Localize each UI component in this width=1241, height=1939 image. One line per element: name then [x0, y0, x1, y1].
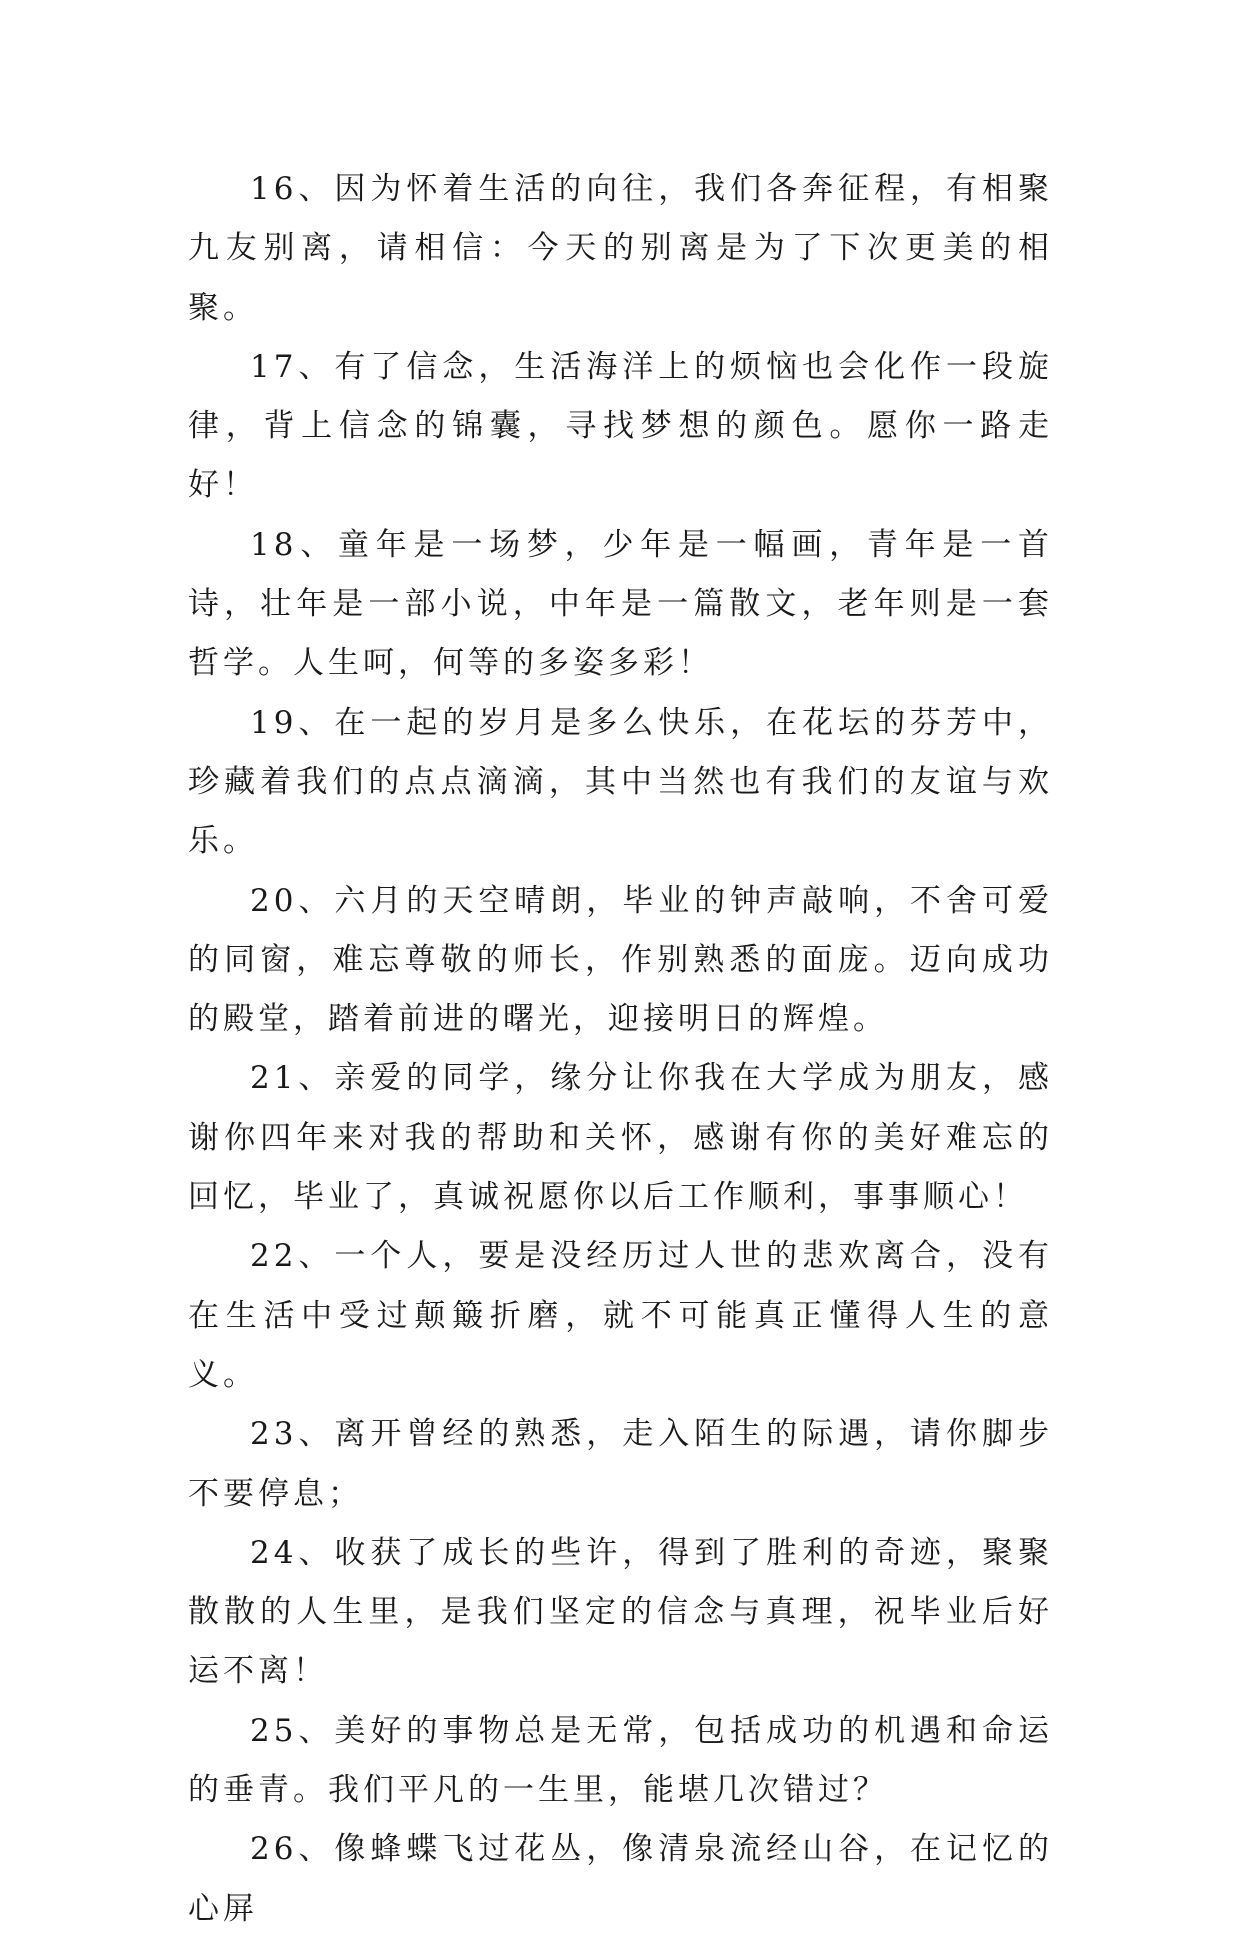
paragraph-23: 23、离开曾经的熟悉，走入陌生的际遇，请你脚步不要停息；: [188, 1416, 1053, 1512]
paragraph-20: 20、六月的天空晴朗，毕业的钟声敲响，不舍可爱的同窗，难忘尊敬的师长，作别熟悉的面庞。迈向成功的殿堂，踏着前进的曙光，迎接明日的辉煌。: [188, 882, 1053, 1038]
paragraph-21: 21、亲爱的同学，缘分让你我在大学成为朋友，感谢你四年来对我的帮助和关怀，感谢有你的美好难忘的回忆，毕业了，真诚祝愿你以后工作顺利，事事顺心！: [188, 1060, 1053, 1216]
paragraph-25: 25、美好的事物总是无常，包括成功的机遇和命运的垂青。我们平凡的一生里，能堪几次错过？: [188, 1712, 1053, 1809]
paragraph-17: 17、有了信念，生活海洋上的烦恼也会化作一段旋律，背上信念的锦囊，寻找梦想的颜色。愿你一路走好！: [188, 348, 1053, 504]
paragraph-16: 16、因为怀着生活的向往，我们各奔征程，有相聚九友别离，请相信：今天的别离是为了下次更美的相聚。: [188, 171, 1053, 326]
paragraph-19: 19、在一起的岁月是多么快乐，在花坛的芬芳中，珍藏着我们的点点滴滴，其中当然也有我们的友谊与欢乐。: [188, 704, 1053, 860]
paragraph-24: 24、收获了成长的些许，得到了胜利的奇迹，聚聚散散的人生里，是我们坚定的信念与真理，祝毕业后好运不离！: [188, 1534, 1053, 1690]
document-body: [188, 160, 1053, 1939]
paragraph-26: 26、像蜂蝶飞过花丛，像清泉流经山谷，在记忆的心屏: [188, 1831, 1053, 1927]
paragraph-22: 22、一个人，要是没经历过人世的悲欢离合，没有在生活中受过颠簸折磨，就不可能真正懂得人生的意义。: [188, 1238, 1053, 1393]
paragraph-18: 18、童年是一场梦，少年是一幅画，青年是一首诗，壮年是一部小说，中年是一篇散文，老年则是一套哲学。人生呵，何等的多姿多彩！: [188, 526, 1053, 682]
